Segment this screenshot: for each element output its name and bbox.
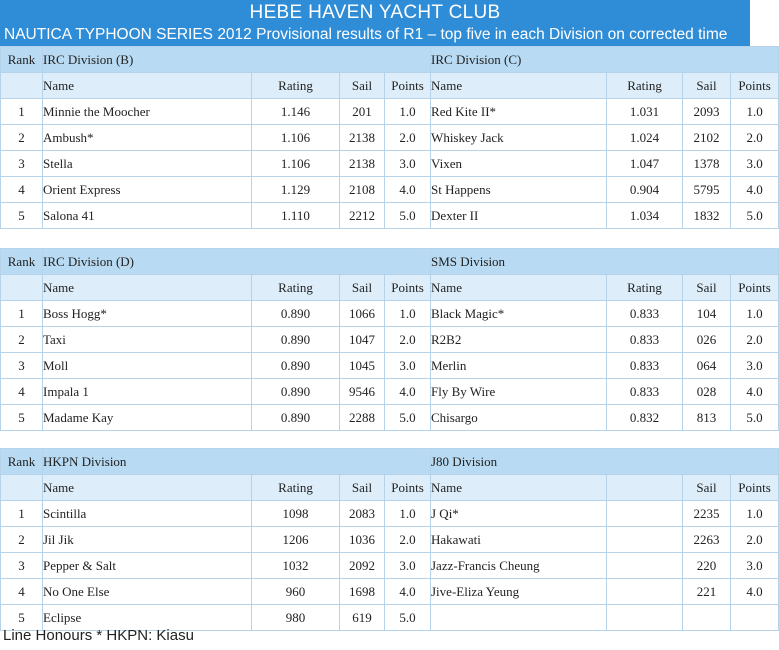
yacht-name-cell: Hakawati — [431, 527, 607, 553]
sail-cell: 026 — [683, 327, 731, 353]
points-cell — [731, 605, 779, 631]
rating-cell: 1032 — [252, 553, 340, 579]
points-cell: 4.0 — [385, 379, 431, 405]
yacht-name-cell: Madame Kay — [43, 405, 252, 431]
points-cell: 3.0 — [385, 553, 431, 579]
yacht-name-cell: Boss Hogg* — [43, 301, 252, 327]
sail-header: Sail — [683, 475, 731, 501]
rating-cell: 1.031 — [607, 99, 683, 125]
rating-header: Rating — [252, 475, 340, 501]
sail-cell: 220 — [683, 553, 731, 579]
rank-cell: 3 — [1, 353, 43, 379]
rating-cell: 0.890 — [252, 379, 340, 405]
column-header-blank — [1, 73, 43, 99]
yacht-name-cell: Pepper & Salt — [43, 553, 252, 579]
column-header-blank — [1, 475, 43, 501]
table-row — [1, 125, 779, 151]
sail-cell: 028 — [683, 379, 731, 405]
points-cell: 4.0 — [385, 177, 431, 203]
table-row — [1, 327, 779, 353]
points-cell: 2.0 — [731, 125, 779, 151]
points-cell: 3.0 — [731, 553, 779, 579]
yacht-name-cell: Scintilla — [43, 501, 252, 527]
page-title: HEBE HAVEN YACHT CLUB — [249, 2, 501, 23]
header-banner — [0, 0, 750, 46]
rating-header: Rating — [607, 73, 683, 99]
division-title: IRC Division (C) — [431, 47, 779, 73]
sail-header: Sail — [683, 275, 731, 301]
sail-cell: 2083 — [340, 501, 385, 527]
yacht-name-cell: St Happens — [431, 177, 607, 203]
rank-cell: 1 — [1, 301, 43, 327]
rating-cell: 1.034 — [607, 203, 683, 229]
rank-cell: 4 — [1, 379, 43, 405]
rank-cell: 5 — [1, 203, 43, 229]
rating-cell: 0.904 — [607, 177, 683, 203]
name-header: Name — [43, 475, 252, 501]
rating-cell: 0.833 — [607, 327, 683, 353]
rank-header: Rank — [1, 249, 43, 275]
yacht-name-cell: Whiskey Jack — [431, 125, 607, 151]
sail-cell: 2108 — [340, 177, 385, 203]
table-row — [1, 151, 779, 177]
rating-header: Rating — [252, 275, 340, 301]
sail-cell: 1378 — [683, 151, 731, 177]
table-row — [1, 301, 779, 327]
sail-cell: 5795 — [683, 177, 731, 203]
rating-cell: 1.110 — [252, 203, 340, 229]
rank-cell: 1 — [1, 501, 43, 527]
table-row — [1, 579, 779, 605]
table-row — [1, 99, 779, 125]
points-cell: 5.0 — [385, 605, 431, 631]
division-title: SMS Division — [431, 249, 779, 275]
table-row — [1, 501, 779, 527]
points-cell: 1.0 — [731, 99, 779, 125]
column-header-row — [1, 475, 779, 501]
sail-header: Sail — [340, 475, 385, 501]
yacht-name-cell: Jive-Eliza Yeung — [431, 579, 607, 605]
points-cell: 1.0 — [385, 301, 431, 327]
rank-cell: 2 — [1, 125, 43, 151]
yacht-name-cell: Merlin — [431, 353, 607, 379]
rating-cell: 1.146 — [252, 99, 340, 125]
rank-cell: 4 — [1, 177, 43, 203]
column-header-blank — [1, 275, 43, 301]
rank-header: Rank — [1, 47, 43, 73]
points-cell: 2.0 — [731, 327, 779, 353]
sail-cell: 2093 — [683, 99, 731, 125]
rating-header: Rating — [252, 73, 340, 99]
rating-header: Rating — [607, 275, 683, 301]
sail-cell: 1698 — [340, 579, 385, 605]
yacht-name-cell: Stella — [43, 151, 252, 177]
points-header: Points — [731, 73, 779, 99]
rank-cell: 3 — [1, 553, 43, 579]
yacht-name-cell: Jazz-Francis Cheung — [431, 553, 607, 579]
table-row — [1, 553, 779, 579]
sail-cell: 221 — [683, 579, 731, 605]
sail-cell: 2263 — [683, 527, 731, 553]
yacht-name-cell: Ambush* — [43, 125, 252, 151]
rank-cell: 5 — [1, 405, 43, 431]
points-cell: 3.0 — [731, 151, 779, 177]
rating-cell: 1.024 — [607, 125, 683, 151]
points-cell: 4.0 — [385, 579, 431, 605]
yacht-name-cell: No One Else — [43, 579, 252, 605]
rating-header — [607, 475, 683, 501]
sail-cell — [683, 605, 731, 631]
results-table — [0, 46, 779, 229]
points-header: Points — [385, 73, 431, 99]
sail-cell: 619 — [340, 605, 385, 631]
table-row — [1, 379, 779, 405]
yacht-name-cell: Minnie the Moocher — [43, 99, 252, 125]
points-header: Points — [385, 475, 431, 501]
sail-cell: 9546 — [340, 379, 385, 405]
sail-cell: 2138 — [340, 151, 385, 177]
table-row — [1, 177, 779, 203]
yacht-name-cell: Salona 41 — [43, 203, 252, 229]
points-cell: 1.0 — [385, 501, 431, 527]
rating-cell: 0.833 — [607, 353, 683, 379]
rank-cell: 1 — [1, 99, 43, 125]
rating-cell — [607, 527, 683, 553]
sail-cell: 1036 — [340, 527, 385, 553]
points-cell: 5.0 — [731, 203, 779, 229]
sail-header: Sail — [340, 275, 385, 301]
rating-cell: 1.106 — [252, 151, 340, 177]
points-cell: 5.0 — [731, 405, 779, 431]
sail-cell: 2288 — [340, 405, 385, 431]
division-title: J80 Division — [431, 449, 779, 475]
points-cell: 4.0 — [731, 177, 779, 203]
points-cell: 2.0 — [385, 125, 431, 151]
name-header: Name — [431, 475, 607, 501]
rank-header: Rank — [1, 449, 43, 475]
rating-cell: 0.890 — [252, 327, 340, 353]
division-title: IRC Division (D) — [43, 249, 431, 275]
table-row — [1, 353, 779, 379]
rating-cell: 1.129 — [252, 177, 340, 203]
points-cell: 3.0 — [385, 151, 431, 177]
rating-cell — [607, 501, 683, 527]
sail-cell: 1047 — [340, 327, 385, 353]
points-cell: 4.0 — [731, 579, 779, 605]
name-header: Name — [431, 73, 607, 99]
rating-cell: 0.833 — [607, 301, 683, 327]
rating-cell: 0.890 — [252, 405, 340, 431]
points-cell: 1.0 — [385, 99, 431, 125]
points-header: Points — [385, 275, 431, 301]
rating-cell — [607, 605, 683, 631]
rating-cell — [607, 579, 683, 605]
yacht-name-cell: Vixen — [431, 151, 607, 177]
yacht-name-cell: Eclipse — [43, 605, 252, 631]
sail-cell: 2102 — [683, 125, 731, 151]
points-header: Points — [731, 475, 779, 501]
yacht-name-cell: Jil Jik — [43, 527, 252, 553]
yacht-name-cell: R2B2 — [431, 327, 607, 353]
footnote: Line Honours * HKPN: Kiasu — [3, 627, 194, 644]
points-cell: 5.0 — [385, 203, 431, 229]
rank-cell: 2 — [1, 327, 43, 353]
sail-cell: 2212 — [340, 203, 385, 229]
yacht-name-cell: Red Kite II* — [431, 99, 607, 125]
sail-cell: 1832 — [683, 203, 731, 229]
points-cell: 1.0 — [731, 301, 779, 327]
column-header-row — [1, 275, 779, 301]
rating-cell: 0.833 — [607, 379, 683, 405]
yacht-name-cell: Taxi — [43, 327, 252, 353]
table-row — [1, 405, 779, 431]
points-cell: 4.0 — [731, 379, 779, 405]
rank-cell: 3 — [1, 151, 43, 177]
yacht-name-cell — [431, 605, 607, 631]
division-title: IRC Division (B) — [43, 47, 431, 73]
division-header-row — [1, 449, 779, 475]
page-subtitle: NAUTICA TYPHOON SERIES 2012 Provisional results of R1 – top five in each Division on corrected time — [4, 26, 728, 43]
sail-cell: 2235 — [683, 501, 731, 527]
rating-cell: 980 — [252, 605, 340, 631]
points-cell: 5.0 — [385, 405, 431, 431]
points-header: Points — [731, 275, 779, 301]
yacht-name-cell: Black Magic* — [431, 301, 607, 327]
sail-cell: 201 — [340, 99, 385, 125]
rating-cell — [607, 553, 683, 579]
yacht-name-cell: J Qi* — [431, 501, 607, 527]
sail-header: Sail — [340, 73, 385, 99]
name-header: Name — [43, 275, 252, 301]
table-row — [1, 527, 779, 553]
rating-cell: 0.890 — [252, 353, 340, 379]
yacht-name-cell: Fly By Wire — [431, 379, 607, 405]
rank-cell: 4 — [1, 579, 43, 605]
division-header-row — [1, 249, 779, 275]
points-cell: 2.0 — [385, 327, 431, 353]
sail-header: Sail — [683, 73, 731, 99]
sail-cell: 064 — [683, 353, 731, 379]
rank-cell: 5 — [1, 605, 43, 631]
division-title: HKPN Division — [43, 449, 431, 475]
yacht-name-cell: Chisargo — [431, 405, 607, 431]
name-header: Name — [43, 73, 252, 99]
results-table — [0, 248, 779, 431]
sail-cell: 2092 — [340, 553, 385, 579]
sail-cell: 813 — [683, 405, 731, 431]
rating-cell: 1.047 — [607, 151, 683, 177]
points-cell: 3.0 — [731, 353, 779, 379]
results-table — [0, 448, 779, 631]
yacht-name-cell: Orient Express — [43, 177, 252, 203]
points-cell: 1.0 — [731, 501, 779, 527]
points-cell: 2.0 — [731, 527, 779, 553]
rating-cell: 0.890 — [252, 301, 340, 327]
division-header-row — [1, 47, 779, 73]
name-header: Name — [431, 275, 607, 301]
sail-cell: 104 — [683, 301, 731, 327]
points-cell: 3.0 — [385, 353, 431, 379]
yacht-name-cell: Dexter II — [431, 203, 607, 229]
rating-cell: 1.106 — [252, 125, 340, 151]
table-row — [1, 203, 779, 229]
sail-cell: 1066 — [340, 301, 385, 327]
rating-cell: 1206 — [252, 527, 340, 553]
rank-cell: 2 — [1, 527, 43, 553]
sail-cell: 2138 — [340, 125, 385, 151]
rating-cell: 0.832 — [607, 405, 683, 431]
yacht-name-cell: Impala 1 — [43, 379, 252, 405]
points-cell: 2.0 — [385, 527, 431, 553]
column-header-row — [1, 73, 779, 99]
sail-cell: 1045 — [340, 353, 385, 379]
rating-cell: 960 — [252, 579, 340, 605]
yacht-name-cell: Moll — [43, 353, 252, 379]
rating-cell: 1098 — [252, 501, 340, 527]
